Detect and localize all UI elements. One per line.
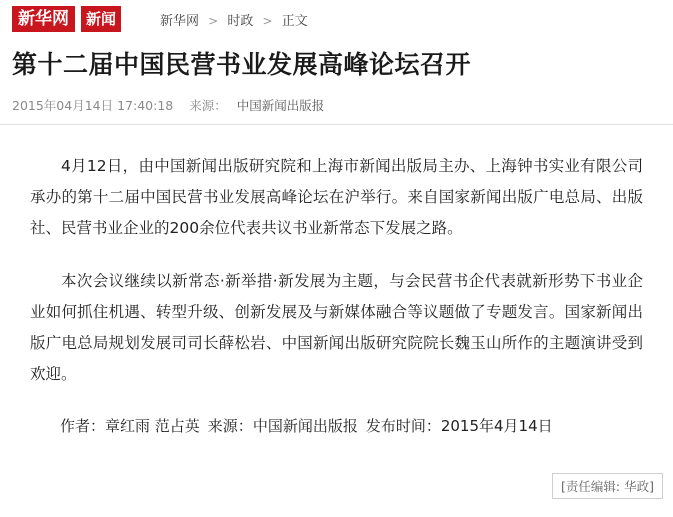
breadcrumb-item-article[interactable]: 正文 <box>281 14 308 29</box>
source-label: 来源： <box>189 98 227 113</box>
article-header <box>0 40 673 124</box>
article-paragraph-1: 4月12日，由中国新闻出版研究院和上海市新闻出版局主办、上海钟书实业有限公司承办的第十二届中国民营书业发展高峰论坛在沪举行。来自国家新闻出版广电总局、出版社、民营书业企业的200余位代表共议书业新常态下发展之路。 <box>30 157 643 237</box>
byline-publish-label: 发布时间： <box>365 417 441 435</box>
byline-publish-date: 2015年4月14日 <box>440 417 553 435</box>
article-paragraph-2: 本次会议继续以新常态·新举措·新发展为主题，与会民营书企代表就新形势下书业企业如何抓住机遇、转型升级、创新发展及与新媒体融合等议题做了专题发言。国家新闻出版广电总局规划发展司司长薛松岩、中国新闻出版研究院院长魏玉山所作的主题演讲受到欢迎。 <box>30 272 643 383</box>
page-title: 第十二届中国民营书业发展高峰论坛召开 <box>12 50 472 79</box>
breadcrumb-separator-2: > <box>262 14 273 28</box>
publish-datetime: 2015年04月14日 17:40:18 <box>12 98 174 113</box>
site-logo[interactable] <box>12 6 121 32</box>
editor-note: [责任编辑: 华政] <box>552 473 663 499</box>
breadcrumb-item-home[interactable]: 新华网 <box>160 14 200 29</box>
byline-author-label: 作者： <box>60 417 106 435</box>
breadcrumb <box>160 10 308 29</box>
site-header <box>0 0 673 40</box>
byline-source-label: 来源： <box>207 417 253 435</box>
article-byline <box>30 412 643 440</box>
logo-news-tag[interactable]: 新闻 <box>81 6 121 32</box>
article-body <box>0 125 673 440</box>
breadcrumb-item-politics[interactable]: 时政 <box>227 14 254 29</box>
byline-authors: 章红雨 范占英 <box>105 417 200 435</box>
logo-xinhuanet[interactable]: 新华网 <box>12 6 75 32</box>
source-name[interactable]: 中国新闻出版报 <box>236 98 325 113</box>
byline-source: 中国新闻出版报 <box>252 417 358 435</box>
breadcrumb-separator-1: > <box>208 14 219 28</box>
article-meta <box>12 96 661 124</box>
